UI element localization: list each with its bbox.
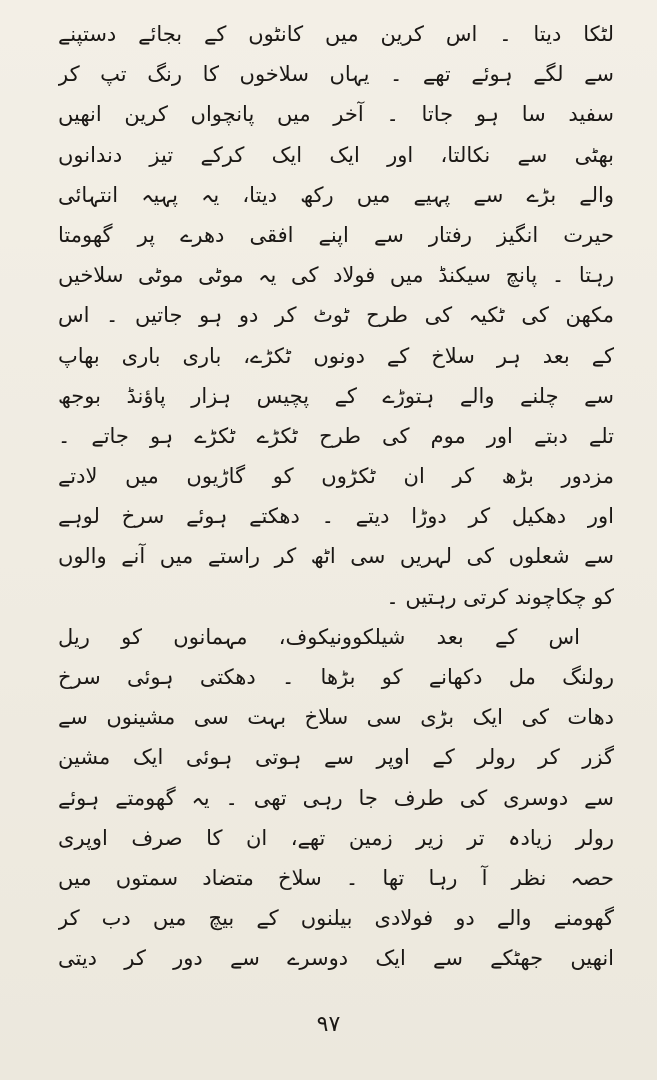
text-line: حیرت انگیز رفتار سے اپنے افقی دھرے پر گھومتا <box>58 222 614 247</box>
text-line: سے چلنے والے ہتوڑے کے پچیس ہزار پاؤنڈ بوجھ <box>58 383 614 408</box>
text-line: رہتا ۔ پانچ سیکنڈ میں فولاد کی یہ موٹی موٹی سلاخیں <box>58 263 614 288</box>
body-text <box>58 14 614 979</box>
text-line: کے بعد ہر سلاخ کے دونوں ٹکڑے، باری باری بھاپ <box>58 343 614 368</box>
text-line: تلے دبتے اور موم کی طرح ٹکڑے ٹکڑے ہو جاتے ۔ <box>58 423 614 448</box>
text-line: انھیں جھٹکے سے ایک دوسرے سے دور کر دیتی <box>58 946 614 971</box>
paragraph-start-line: اس کے بعد شیلکوونیکوف، مہمانوں کو ریل <box>58 624 580 649</box>
text-line: سے شعلوں کی لہریں سی اٹھ کر راستے میں آنے والوں <box>58 544 614 569</box>
text-line: سفید سا ہو جاتا ۔ آخر میں پانچواں کرین انھیں <box>58 102 614 127</box>
paragraph-end-line: کو چکاچوند کرتی رہتیں ۔ <box>386 584 614 609</box>
text-line: والے بڑے سے پہیے میں رکھ دیتا، یہ پہیہ انتہائی <box>58 182 614 207</box>
text-line: دھات کی ایک بڑی سی سلاخ بہت سی مشینوں سے <box>58 705 614 730</box>
text-line: مزدور بڑھ کر ان ٹکڑوں کو گاڑیوں میں لادتے <box>58 464 614 489</box>
text-line: گزر کر رولر کے اوپر سے ہوتی ہوئی ایک مشین <box>58 745 614 770</box>
text-line: حصہ نظر آ رہا تھا ۔ سلاخ متضاد سمتوں میں <box>58 865 614 890</box>
text-line: گھومنے والے دو فولادی بیلنوں کے بیچ میں دب کر <box>58 906 614 931</box>
page-number: ۹۷ <box>316 1012 341 1037</box>
text-line: رولنگ مل دکھانے کو بڑھا ۔ دھکتی ہوئی سرخ <box>58 665 614 689</box>
text-line: رولر زیادہ تر زیر زمین تھے، ان کا صرف اوپری <box>58 825 614 850</box>
text-line: لٹکا دیتا ۔ اس کرین میں کانٹوں کے بجائے دستپنے <box>58 22 614 46</box>
text-line: بھٹی سے نکالتا، اور ایک ایک کرکے تیز دندانوں <box>58 142 614 167</box>
text-line: مکھن کی ٹکیہ کی طرح ٹوٹ کر دو ہو جاتیں ۔ اس <box>58 303 614 328</box>
text-line: سے دوسری کی طرف جا رہی تھی ۔ یہ گھومتے ہوئے <box>58 785 614 810</box>
text-line: اور دھکیل کر دوڑا دیتے ۔ دھکتے ہوئے سرخ لوہے <box>58 504 614 529</box>
text-line: سے لگے ہوئے تھے ۔ یہاں سلاخوں کا رنگ تپ کر <box>58 62 614 87</box>
